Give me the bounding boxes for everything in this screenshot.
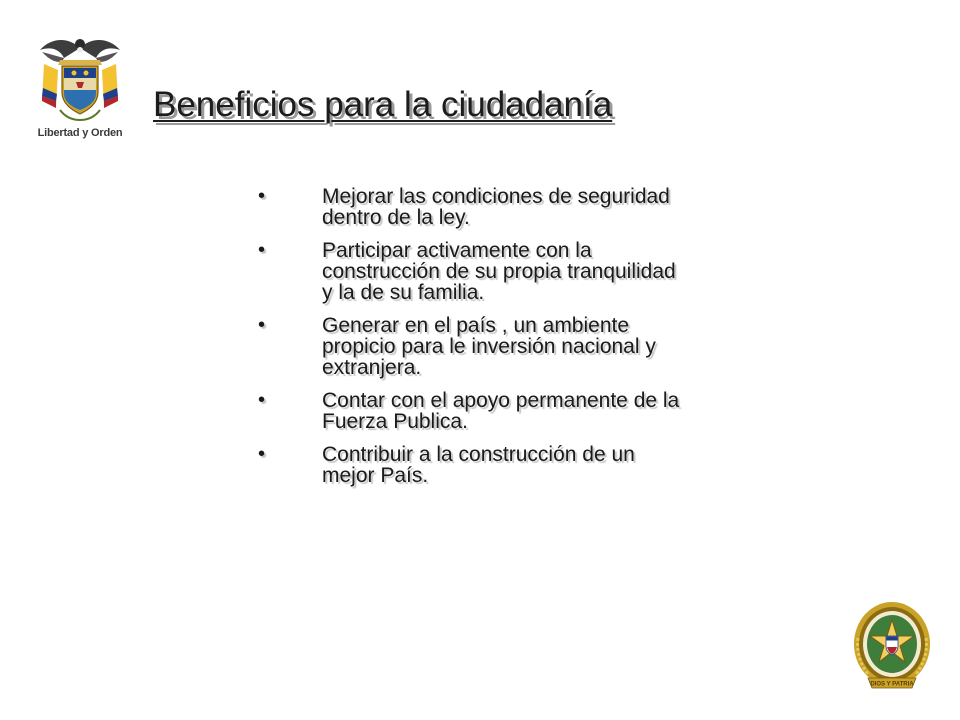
bullet-item: [252, 444, 682, 486]
bullet-text: Contar con el apoyo permanente de la Fuerza Publica.: [322, 389, 680, 433]
bullet-text: Contribuir a la construcción de un mejor País.: [322, 443, 635, 487]
bullet-icon: •: [258, 314, 266, 336]
colombia-coat-of-arms-icon: [30, 30, 130, 125]
bullet-icon: •: [258, 239, 266, 261]
slide-title: Beneficios para la ciudadanía: [153, 85, 613, 124]
bullet-icon: •: [258, 185, 266, 207]
bullet-icon: •: [258, 443, 266, 465]
coat-of-arms: [30, 30, 130, 145]
bullet-text: Generar en el país , un ambiente propicio para le inversión nacional y extranjera.: [322, 314, 656, 379]
bullet-list: [252, 186, 682, 498]
bullet-item: [252, 240, 682, 303]
bullet-text: Participar activamente con la construcción de su propia tranquilidad y la de su familia.: [322, 239, 676, 304]
police-seal: [850, 598, 934, 694]
bullet-item: [252, 186, 682, 228]
coat-of-arms-caption: Libertad y Orden: [37, 127, 123, 139]
seal-motto: DIOS Y PATRIA: [870, 681, 914, 688]
bullet-icon: •: [258, 389, 266, 411]
bullet-item: [252, 315, 682, 378]
bullet-text: Mejorar las condiciones de seguridad dentro de la ley.: [322, 185, 670, 229]
police-seal-icon: [850, 598, 934, 694]
bullet-item: [252, 390, 682, 432]
